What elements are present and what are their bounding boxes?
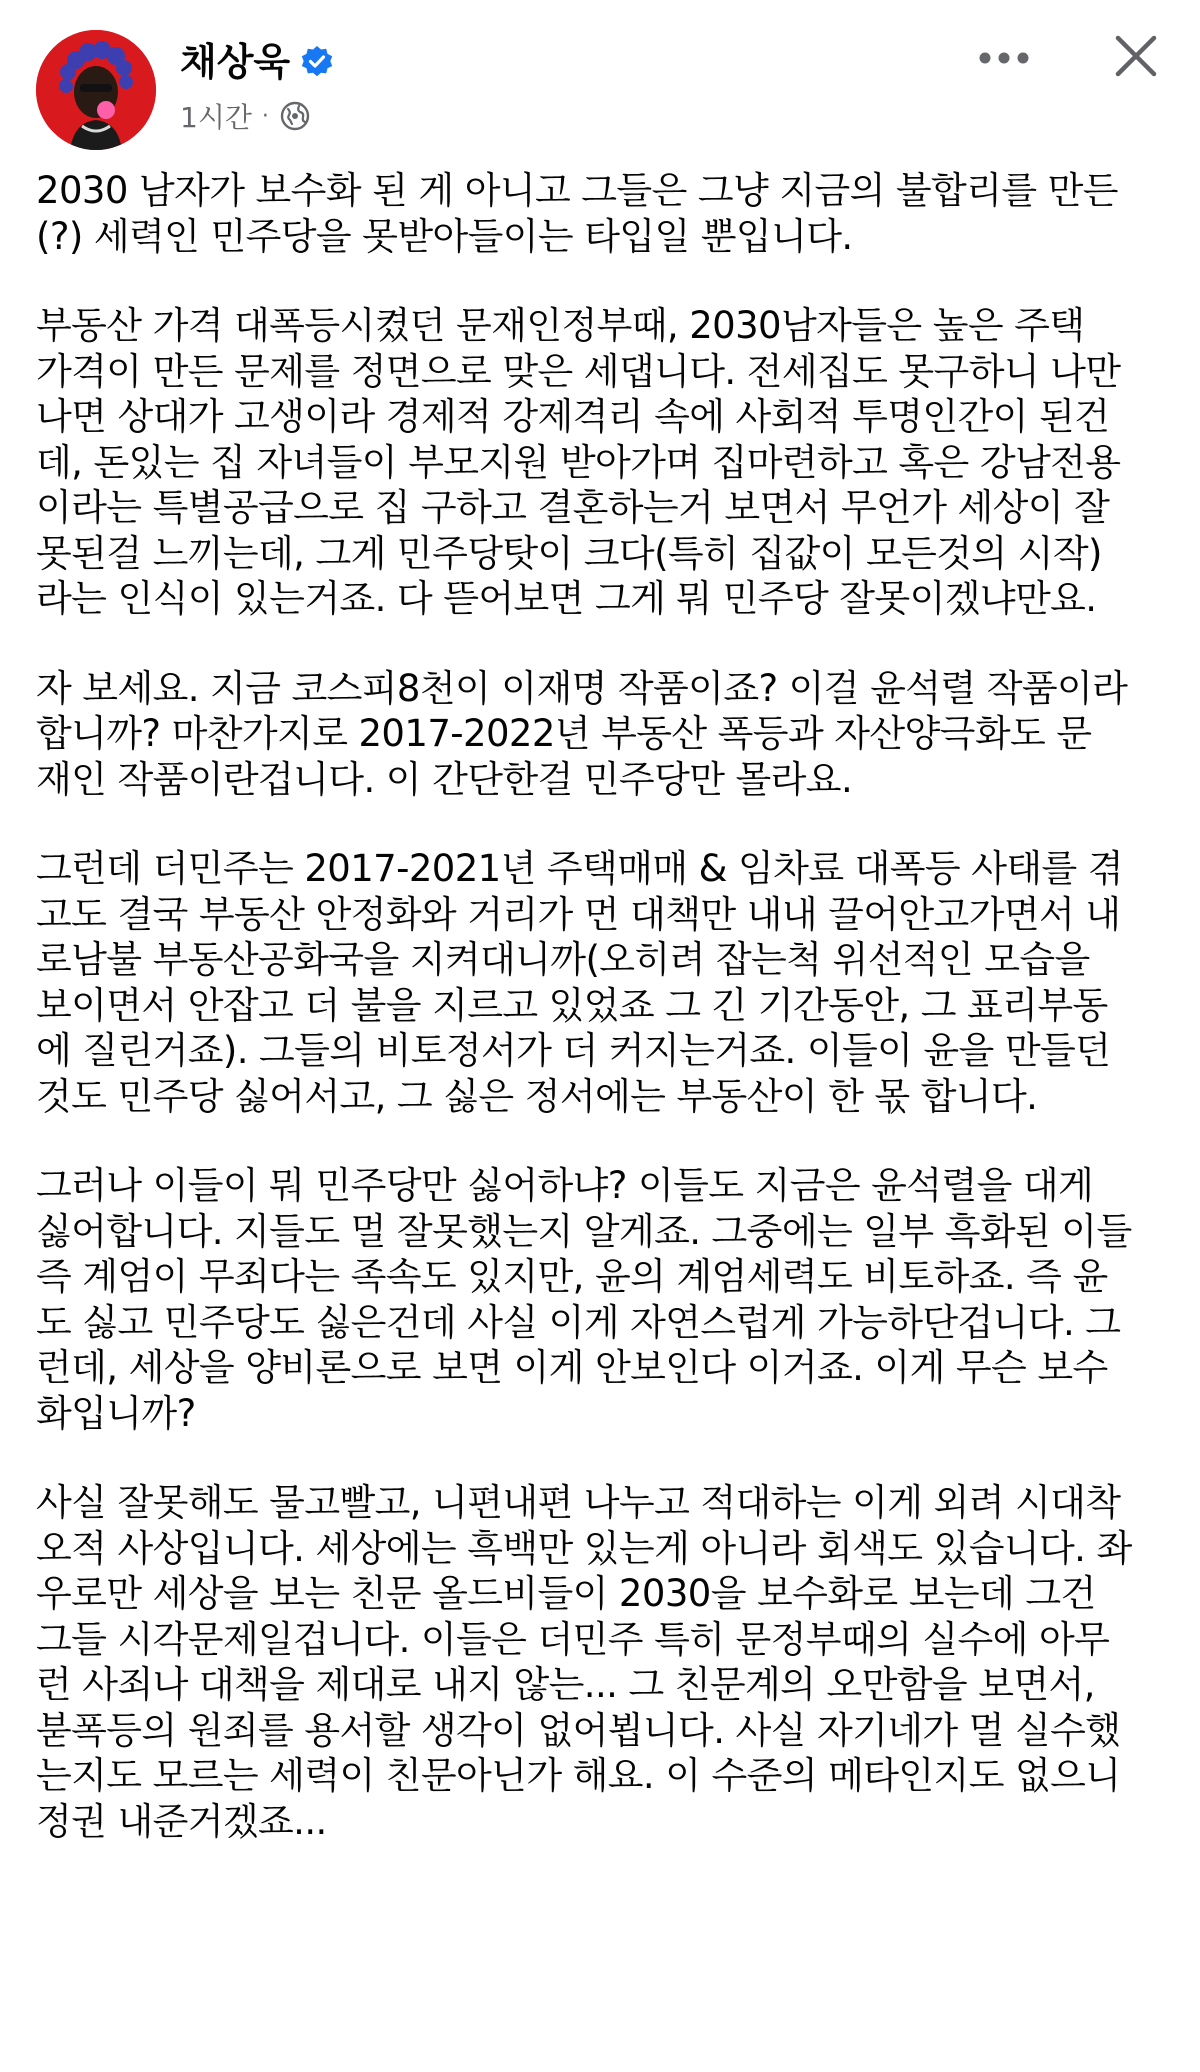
avatar-icon (36, 30, 156, 150)
post-paragraph-6 (36, 1480, 1166, 1844)
text-line: 로남불 부동산공화국을 지켜대니까(오히려 잡는척 위선적인 모습을 (36, 938, 1090, 981)
more-options-button[interactable] (972, 36, 1036, 80)
text-line: 싫어합니다. 지들도 멀 잘못했는지 알게죠. 그중에는 일부 흑화된 이들 (36, 1209, 1132, 1253)
text-line: 그들 시각문제일겁니다. 이들은 더민주 특히 문정부때의 실수에 아무 (36, 1617, 1110, 1661)
text-line: 가격이 만든 문제를 정면으로 맞은 세댑니다. 전세집도 못구하니 나만 (36, 349, 1121, 393)
text-line: 는지도 모르는 세력이 친문아닌가 해요. 이 수준의 메타인지도 없으니 (36, 1754, 1121, 1797)
text-line: 화입니까? (36, 1391, 196, 1435)
text-line: 못된걸 느끼는데, 그게 민주당탓이 크다(특히 집값이 모든것의 시작) (36, 531, 1102, 575)
text-line: 정권 내준거겠죠... (36, 1799, 327, 1843)
text-line: 자 보세요. 지금 코스피8천이 이재명 작품이죠? 이걸 윤석렬 작품이라 (36, 666, 1128, 710)
text-line: 라는 인식이 있는거죠. 다 뜯어보면 그게 뭐 민주당 잘못이겠냐만요. (36, 577, 1097, 620)
post-paragraph-1 (36, 168, 1166, 259)
avatar[interactable] (36, 30, 156, 150)
text-line: 부동산 가격 대폭등시켰던 문재인정부때, 2030남자들은 높은 주택 (36, 304, 1085, 347)
close-icon (1108, 28, 1164, 84)
post-time[interactable]: 1시간 (180, 101, 252, 134)
meta-separator: · (261, 103, 269, 129)
author-name[interactable]: 채상욱 (180, 40, 291, 84)
text-line: 보이면서 안잡고 더 불을 지르고 있었죠 그 긴 기간동안, 그 표리부동 (36, 983, 1108, 1027)
post-paragraph-3 (36, 666, 1166, 803)
text-line: 나면 상대가 고생이라 경제적 강제격리 속에 사회적 투명인간이 된건 (36, 395, 1110, 438)
text-line: (?) 세력인 민주당을 못받아들이는 타입일 뿐입니다. (36, 214, 853, 258)
author-row (180, 36, 334, 88)
post-paragraph-2 (36, 303, 1166, 622)
text-line: 붇폭등의 원죄를 용서할 생각이 없어뵙니다. 사실 자기네가 멀 실수했 (36, 1708, 1121, 1752)
text-line: 고도 결국 부동산 안정화와 거리가 먼 대책만 내내 끌어안고가면서 내 (36, 892, 1121, 936)
text-line: 런 사죄나 대책을 제대로 내지 않는... 그 친문계의 오만함을 보면서, (36, 1663, 1095, 1706)
text-line: 에 질린거죠). 그들의 비토정서가 더 커지는거죠. 이들이 윤을 만들던 (36, 1029, 1111, 1072)
text-line: 도 싫고 민주당도 싫은건데 사실 이게 자연스럽게 가능하단겁니다. 그 (36, 1300, 1121, 1344)
text-line: 재인 작품이란겁니다. 이 간단한걸 민주당만 몰라요. (36, 757, 853, 801)
text-line: 합니까? 마찬가지로 2017-2022년 부동산 폭등과 자산양극화도 문 (36, 712, 1092, 755)
post-paragraph-5 (36, 1163, 1166, 1436)
text-line: 즉 계엄이 무죄다는 족속도 있지만, 윤의 계엄세력도 비토하죠. 즉 윤 (36, 1255, 1108, 1298)
text-line: 우로만 세상을 보는 친문 올드비들이 2030을 보수화로 보는데 그건 (36, 1572, 1096, 1615)
text-line: 것도 민주당 싫어서고, 그 싫은 정서에는 부동산이 한 몫 합니다. (36, 1074, 1038, 1118)
text-line: 사실 잘못해도 물고빨고, 니편내편 나누고 적대하는 이게 외려 시대착 (36, 1481, 1121, 1524)
text-line: 데, 돈있는 집 자녀들이 부모지원 받아가며 집마련하고 혹은 강남전용 (36, 440, 1121, 484)
globe-icon (279, 100, 311, 132)
text-line: 그런데 더민주는 2017-2021년 주택매매 & 임차료 대폭등 사태를 겪 (36, 847, 1123, 890)
post-body (36, 168, 1166, 1888)
post-meta (180, 94, 311, 138)
more-options-icon (978, 51, 1030, 65)
text-line: 오적 사상입니다. 세상에는 흑백만 있는게 아니라 회색도 있습니다. 좌 (36, 1526, 1132, 1570)
post-header (0, 0, 1200, 160)
close-button[interactable] (1108, 28, 1164, 84)
text-line: 그러나 이들이 뭐 민주당만 싫어하냐? 이들도 지금은 윤석렬을 대게 (36, 1164, 1094, 1207)
text-line: 2030 남자가 보수화 된 게 아니고 그들은 그냥 지금의 불합리를 만든 (36, 169, 1118, 212)
text-line: 이라는 특별공급으로 집 구하고 결혼하는거 보면서 무언가 세상이 잘 (36, 486, 1110, 529)
verified-badge-icon (300, 45, 334, 79)
text-line: 런데, 세상을 양비론으로 보면 이게 안보인다 이거죠. 이게 무슨 보수 (36, 1346, 1108, 1389)
post-paragraph-4 (36, 846, 1166, 1119)
